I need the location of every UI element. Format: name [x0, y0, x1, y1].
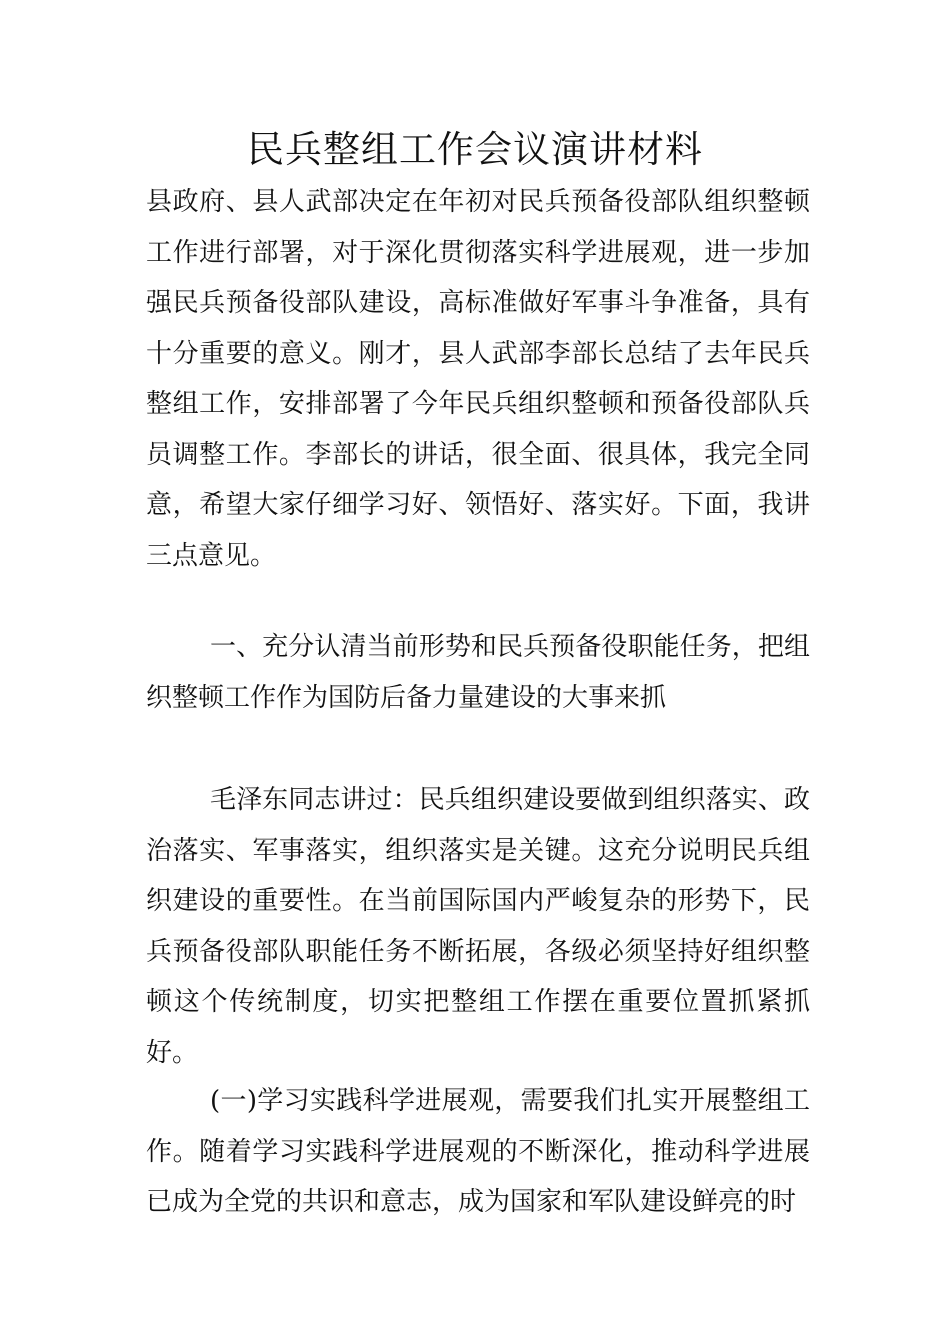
section-heading-1: 一、充分认清当前形势和民兵预备役职能任务，把组织整顿工作作为国防后备力量建设的大事来抓	[146, 632, 810, 713]
paragraph-mao-quote: 毛泽东同志讲过：民兵组织建设要做到组织落实、政治落实、军事落实，组织落实是关键。这充分说明民兵组织建设的重要性。在当前国际国内严峻复杂的形势下，民兵预备役部队职能任务不断拓展，各级必须坚持好组织整顿这个传统制度，切实把整组工作摆在重要位置抓紧抓好。	[146, 785, 810, 1068]
paragraph-subsection-1: (一)学习实践科学进展观，需要我们扎实开展整组工作。随着学习实践科学进展观的不断深化，推动科学进展已成为全党的共识和意志，成为国家和军队建设鲜亮的时	[146, 1086, 810, 1217]
paragraph-intro: 县政府、县人武部决定在年初对民兵预备役部队组织整顿工作进行部署，对于深化贯彻落实科学进展观，进一步加强民兵预备役部队建设，高标准做好军事斗争准备，具有十分重要的意义。刚才，县人武部李部长总结了去年民兵整组工作，安排部署了今年民兵组织整顿和预备役部队兵员调整工作。李部长的讲话，很全面、很具体，我完全同意，希望大家仔细学习好、领悟好、落实好。下面，我讲三点意见。	[146, 187, 810, 571]
document-title: 民兵整组工作会议演讲材料	[247, 128, 703, 171]
